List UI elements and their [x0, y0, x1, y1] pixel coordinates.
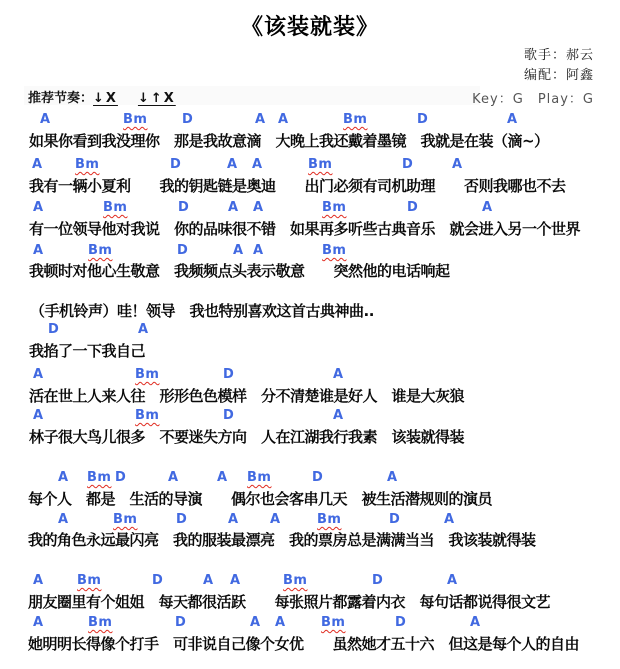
chord-label-d: D	[177, 243, 189, 258]
chord-label-bm: Bm	[88, 243, 113, 258]
chord-label-d: D	[389, 512, 401, 527]
chord-label-bm: Bm	[135, 367, 160, 382]
chord-label-a: A	[168, 470, 179, 485]
chord-label-a: A	[138, 322, 149, 337]
chord-label-a: A	[217, 470, 228, 485]
chord-label-bm: Bm	[75, 157, 100, 172]
lyric-line-1: 如果你看到我没理你 那是我故意滴 大晚上我还戴着墨镜 我就是在装（滴~）	[29, 132, 549, 150]
chord-label-bm: Bm	[283, 573, 308, 588]
rhythm-pattern-1: ↓X	[93, 91, 118, 106]
chord-label-a: A	[444, 512, 455, 527]
chord-label-a: A	[58, 512, 69, 527]
chord-label-bm: Bm	[103, 200, 128, 215]
chord-label-a: A	[33, 200, 44, 215]
chord-label-bm: Bm	[317, 512, 342, 527]
chord-label-a: A	[40, 112, 51, 127]
chord-label-d: D	[48, 322, 60, 337]
chord-label-a: A	[58, 470, 69, 485]
chord-label-a: A	[33, 408, 44, 423]
chord-label-bm: Bm	[308, 157, 333, 172]
chord-label-a: A	[387, 470, 398, 485]
chord-label-d: D	[115, 470, 127, 485]
key-play-info: Key：G Play：G	[472, 92, 594, 107]
chord-label-a: A	[33, 573, 44, 588]
lyric-line-8: 林子很大鸟儿很多 不要迷失方向 人在江湖我行我素 该装就得装	[29, 428, 465, 446]
chord-label-d: D	[182, 112, 194, 127]
chord-label-d: D	[175, 615, 187, 630]
chord-label-a: A	[275, 615, 286, 630]
chord-label-d: D	[152, 573, 164, 588]
chord-label-bm: Bm	[322, 200, 347, 215]
chord-label-bm: Bm	[321, 615, 346, 630]
lyric-line-3: 有一位领导他对我说 你的品味很不错 如果再多听些古典音乐 就会进入另一个世界	[29, 220, 581, 238]
chord-label-a: A	[228, 200, 239, 215]
chord-label-a: A	[230, 573, 241, 588]
chord-label-a: A	[233, 243, 244, 258]
singer-credit: 歌手：郝云	[523, 48, 594, 63]
chord-label-d: D	[223, 408, 235, 423]
chord-label-a: A	[203, 573, 214, 588]
chord-label-d: D	[176, 512, 188, 527]
chord-label-a: A	[227, 157, 238, 172]
chord-label-a: A	[32, 157, 43, 172]
chord-label-a: A	[33, 243, 44, 258]
rhythm-label: 推荐节奏：	[28, 91, 94, 106]
chord-label-d: D	[372, 573, 384, 588]
chord-label-a: A	[470, 615, 481, 630]
chord-label-a: A	[452, 157, 463, 172]
arranger-credit: 编配：阿鑫	[523, 68, 594, 83]
chord-label-bm: Bm	[343, 112, 368, 127]
chord-label-bm: Bm	[113, 512, 138, 527]
chord-label-a: A	[33, 367, 44, 382]
chord-label-a: A	[447, 573, 458, 588]
spoken-line: （手机铃声）哇！领导 我也特别喜欢这首古典神曲..	[30, 302, 374, 320]
chord-label-a: A	[250, 615, 261, 630]
chord-label-a: A	[333, 367, 344, 382]
chord-label-bm: Bm	[247, 470, 272, 485]
lyric-line-2: 我有一辆小夏利 我的钥匙链是奥迪 出门必须有司机助理 否则我哪也不去	[29, 177, 566, 195]
chord-label-a: A	[278, 112, 289, 127]
song-title: 《该装就装》	[240, 15, 379, 40]
lyric-line-6: 我掐了一下我自己	[29, 342, 146, 360]
chord-label-bm: Bm	[77, 573, 102, 588]
chord-label-a: A	[33, 615, 44, 630]
chord-label-a: A	[253, 200, 264, 215]
chord-label-d: D	[395, 615, 407, 630]
lyric-line-11: 朋友圈里有个姐姐 每天都很活跃 每张照片都露着内衣 每句话都说得很文艺	[28, 593, 551, 611]
lyric-line-7: 活在世上人来人往 形形色色模样 分不清楚谁是好人 谁是大灰狼	[29, 387, 465, 405]
chord-label-d: D	[417, 112, 429, 127]
rhythm-pattern-2: ↓↑X	[137, 91, 176, 106]
chord-label-a: A	[252, 157, 263, 172]
chord-label-d: D	[407, 200, 419, 215]
chord-label-a: A	[253, 243, 264, 258]
lyric-line-10: 我的角色永远最闪亮 我的服装最漂亮 我的票房总是满满当当 我该装就得装	[28, 531, 536, 549]
chord-label-d: D	[312, 470, 324, 485]
chord-label-a: A	[270, 512, 281, 527]
chord-label-bm: Bm	[123, 112, 148, 127]
chord-label-bm: Bm	[135, 408, 160, 423]
lyric-line-12: 她明明长得像个打手 可非说自己像个女优 虽然她才五十六 但这是每个人的自由	[28, 635, 580, 653]
chord-label-a: A	[333, 408, 344, 423]
chord-label-d: D	[402, 157, 414, 172]
recommended-rhythm	[28, 87, 196, 106]
chord-label-bm: Bm	[88, 615, 113, 630]
chord-label-d: D	[178, 200, 190, 215]
lyric-line-4: 我顿时对他心生敬意 我频频点头表示敬意 突然他的电话响起	[29, 262, 450, 280]
chord-label-d: D	[223, 367, 235, 382]
chord-label-bm: Bm	[322, 243, 347, 258]
chord-label-bm: Bm	[87, 470, 112, 485]
chord-label-d: D	[170, 157, 182, 172]
chord-label-a: A	[228, 512, 239, 527]
chord-label-a: A	[482, 200, 493, 215]
lyric-line-9: 每个人 都是 生活的导演 偶尔也会客串几天 被生活潜规则的演员	[28, 490, 493, 508]
chord-label-a: A	[255, 112, 266, 127]
chord-label-a: A	[507, 112, 518, 127]
